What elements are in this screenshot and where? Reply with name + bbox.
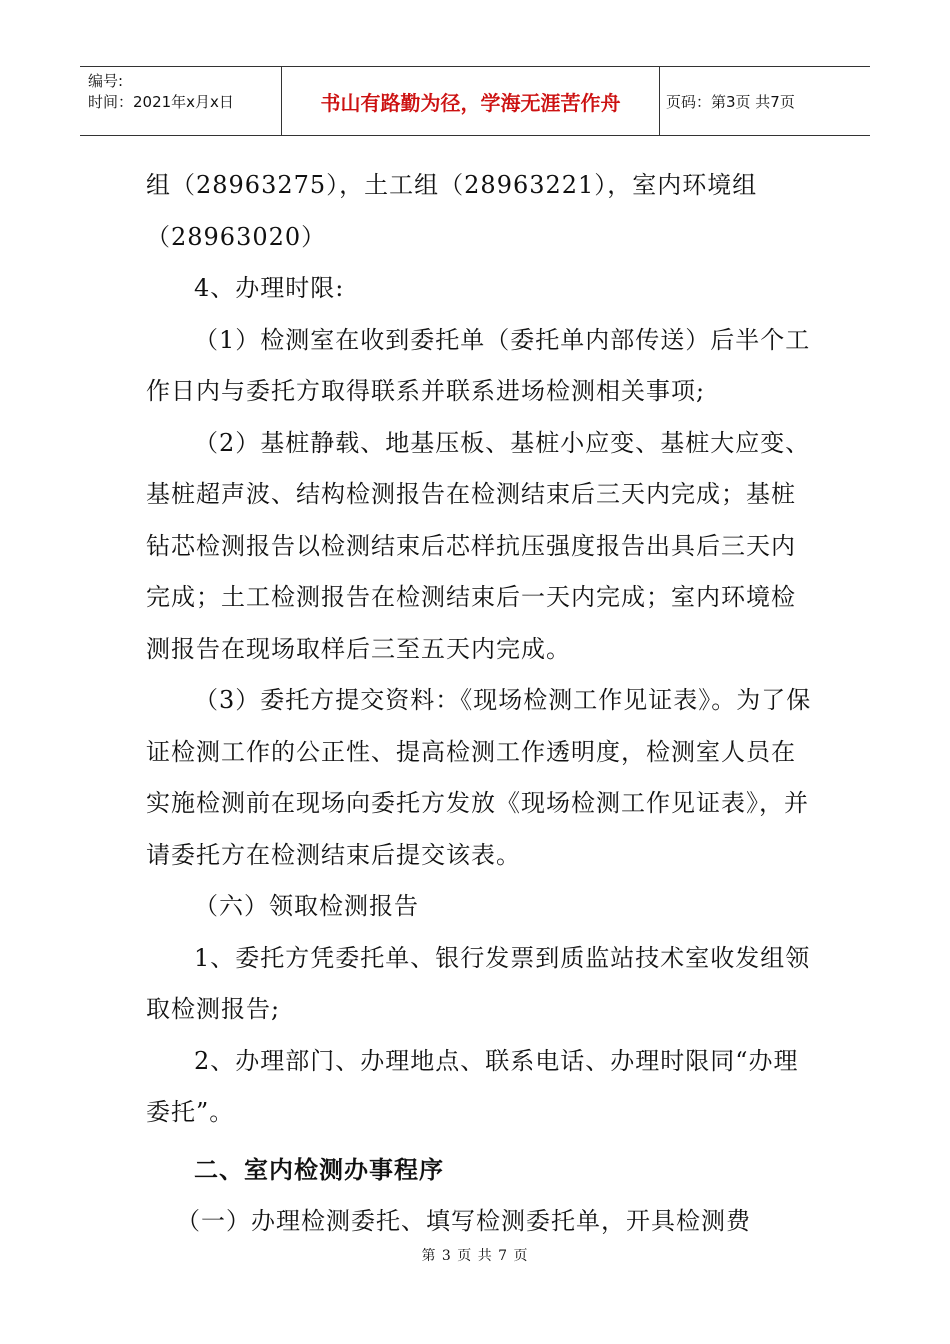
document-body: [146, 160, 814, 1248]
paragraph: （六）领取检测报告: [194, 892, 419, 920]
header-meta: [80, 67, 282, 135]
code-label: 编号:: [88, 72, 124, 90]
page-header: [80, 66, 870, 136]
section-heading: 二、室内检测办事程序: [194, 1155, 444, 1184]
header-page-number: 页码：第3页 共7页: [666, 92, 795, 111]
paragraph: （2）基桩静载、地基压板、基桩小应变、基桩大应变、基桩超声波、结构检测报告在检测结束后三天内完成；基桩钻芯检测报告以检测结束后芯样抗压强度报告出具后三天内完成；土工检测报告在检测结束后一天内完成；室内环境检测报告在现场取样后三至五天内完成。: [146, 428, 811, 663]
paragraph: 4、办理时限:: [194, 274, 345, 302]
time-label: 时间：2021年x月x日: [88, 93, 234, 111]
paragraph: （3）委托方提交资料：《现场检测工作见证表》。为了保证检测工作的公正性、提高检测工作透明度，检测室人员在实施检测前在现场向委托方发放《现场检测工作见证表》，并请委托方在检测结束后提交该表。: [146, 686, 812, 869]
paragraph: 组（28963275），土工组（28963221），室内环境组（28963020）: [146, 171, 758, 251]
paragraph: （一）办理检测委托、填写检测委托单，开具检测费: [176, 1207, 751, 1235]
paragraph: 2、办理部门、办理地点、联系电话、办理时限同“办理委托”。: [146, 1046, 799, 1126]
page-footer: 第 3 页 共 7 页: [421, 1248, 529, 1264]
header-motto: 书山有路勤为径，学海无涯苦作舟: [282, 67, 660, 135]
paragraph: （1）检测室在收到委托单（委托单内部传送）后半个工作日内与委托方取得联系并联系进场检测相关事项;: [146, 325, 811, 405]
paragraph: 1、委托方凭委托单、银行发票到质监站技术室收发组领取检测报告;: [146, 943, 811, 1023]
